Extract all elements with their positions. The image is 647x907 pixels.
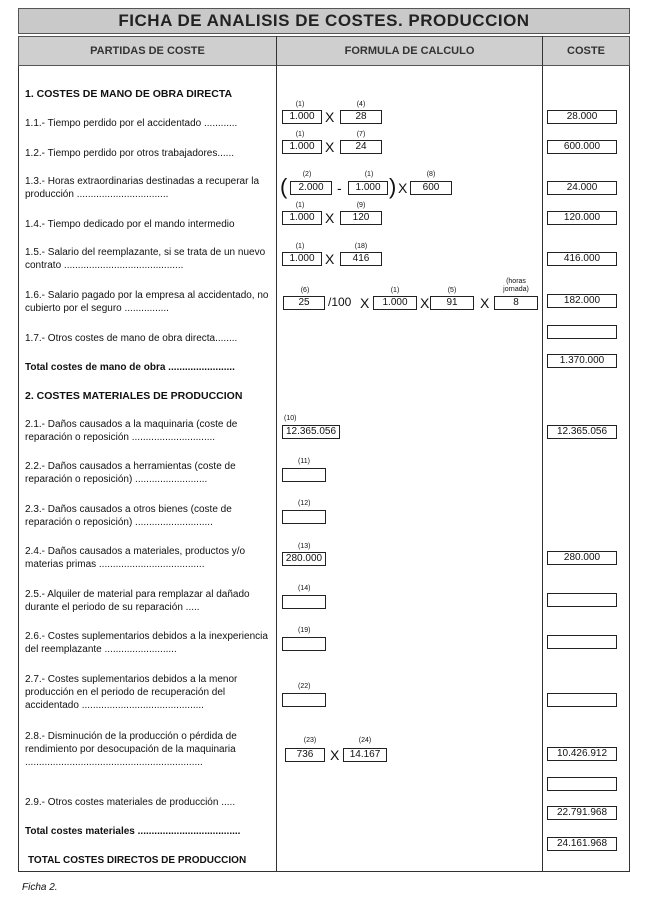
grand-total-label: TOTAL COSTES DIRECTOS DE PRODUCCION bbox=[28, 855, 247, 866]
close-paren: ) bbox=[389, 174, 397, 199]
formula-value: 12.365.056 bbox=[282, 425, 340, 439]
formula-value: 1.000 bbox=[282, 211, 322, 225]
total-label: Total costes de mano de obra ........................ bbox=[25, 362, 235, 373]
header-coste: COSTE bbox=[567, 45, 605, 57]
cost-value: 416.000 bbox=[547, 252, 617, 266]
multiply-sign: X bbox=[325, 210, 335, 226]
ref-label: (6) bbox=[300, 287, 310, 294]
row-label-2-1: 2.1.- Daños causados a la maquinaria (coste de reparación o reposición .............................. bbox=[25, 419, 238, 443]
formula-value: 28 bbox=[340, 110, 382, 124]
multiply-sign: X bbox=[330, 747, 340, 763]
column-divider bbox=[276, 36, 277, 872]
ref-label: (5) bbox=[447, 287, 457, 294]
formula-value: 8 bbox=[494, 296, 538, 310]
page-title: FICHA DE ANALISIS DE COSTES. PRODUCCION bbox=[118, 11, 530, 30]
row-label-2-6: 2.6.- Costes suplementarios debidos a la inexperiencia del reemplazante .......................... bbox=[25, 631, 268, 655]
cost-value: 10.426.912 bbox=[547, 747, 617, 761]
cost-value bbox=[547, 777, 617, 791]
total-value: 22.791.968 bbox=[547, 806, 617, 820]
ref-label: (8) bbox=[426, 171, 436, 178]
cost-value: 120.000 bbox=[547, 211, 617, 225]
ref-label: (7) bbox=[356, 131, 366, 138]
ref-label: (18) bbox=[354, 243, 368, 250]
cost-value: 28.000 bbox=[547, 110, 617, 124]
row-label-2-3: 2.3.- Daños causados a otros bienes (coste de reparación o reposición) ............................ bbox=[25, 504, 232, 528]
formula-value: 1.000 bbox=[282, 140, 322, 154]
ref-label: (1) bbox=[295, 101, 305, 108]
multiply-sign: X bbox=[398, 180, 408, 196]
cost-value bbox=[547, 635, 617, 649]
section-title: 2. COSTES MATERIALES DE PRODUCCION bbox=[25, 390, 243, 402]
row-label-1-2: 1.2.- Tiempo perdido por otros trabajadores...... bbox=[25, 148, 234, 159]
cost-value: 600.000 bbox=[547, 140, 617, 154]
formula-value: 91 bbox=[430, 296, 474, 310]
row-label-1-1: 1.1.- Tiempo perdido por el accidentado ............ bbox=[25, 118, 238, 129]
row-label-2-8: 2.8.- Disminución de la producción o pérdida de rendimiento por desocupación de la maquinaria ................................................................ bbox=[25, 731, 237, 768]
formula-value: 2.000 bbox=[290, 181, 332, 195]
ref-label: (1) bbox=[390, 287, 400, 294]
multiply-sign: X bbox=[420, 295, 430, 311]
row-label-1-3: 1.3.- Horas extraordinarias destinadas a recuperar la producción ................................. bbox=[25, 176, 260, 200]
ref-label: (23) bbox=[303, 737, 317, 744]
divide-100: /100 bbox=[328, 295, 352, 309]
ref-label: (10) bbox=[284, 415, 297, 422]
footer-caption: Ficha 2. bbox=[22, 882, 58, 893]
row-label-2-2: 2.2.- Daños causados a herramientas (coste de reparación o reposición) .......................... bbox=[25, 461, 236, 485]
formula-value: 600 bbox=[410, 181, 452, 195]
formula-value: 120 bbox=[340, 211, 382, 225]
multiply-sign: X bbox=[325, 251, 335, 267]
formula-value bbox=[282, 637, 326, 651]
row-label-1-6: 1.6.- Salario pagado por la empresa al accidentado, no cubierto por el seguro ................ bbox=[25, 290, 269, 314]
title-bar bbox=[18, 8, 630, 34]
formula-value: 416 bbox=[340, 252, 382, 266]
formula-value: 1.000 bbox=[282, 252, 322, 266]
formula-value bbox=[282, 693, 326, 707]
grand-total-value: 24.161.968 bbox=[547, 837, 617, 851]
multiply-sign: X bbox=[480, 295, 490, 311]
column-divider bbox=[542, 36, 543, 872]
table-header bbox=[18, 36, 630, 66]
cost-value bbox=[547, 593, 617, 607]
ref-label: (12) bbox=[298, 500, 311, 507]
row-label-2-4: 2.4.- Daños causados a materiales, productos y/o materias primas ...................................... bbox=[25, 546, 246, 570]
formula-value: 736 bbox=[285, 748, 325, 762]
section-title: 1. COSTES DE MANO DE OBRA DIRECTA bbox=[25, 88, 233, 100]
header-partidas: PARTIDAS DE COSTE bbox=[90, 45, 205, 57]
formula-value bbox=[282, 510, 326, 524]
multiply-sign: X bbox=[360, 295, 370, 311]
cost-value bbox=[547, 693, 617, 707]
total-value: 1.370.000 bbox=[547, 354, 617, 368]
multiply-sign: X bbox=[325, 109, 335, 125]
minus-sign: - bbox=[337, 180, 342, 196]
ref-label: (9) bbox=[356, 202, 366, 209]
ref-label: (horas jornada) bbox=[503, 278, 529, 293]
formula-value: 1.000 bbox=[373, 296, 417, 310]
cost-value: 280.000 bbox=[547, 551, 617, 565]
formula-value: 14.167 bbox=[343, 748, 387, 762]
ref-label: (1) bbox=[295, 131, 305, 138]
ref-label: (11) bbox=[298, 458, 310, 465]
ref-label: (19) bbox=[298, 627, 311, 634]
ref-label: (24) bbox=[358, 737, 372, 744]
ref-label: (2) bbox=[302, 171, 312, 178]
formula-value: 1.000 bbox=[282, 110, 322, 124]
cost-value: 182.000 bbox=[547, 294, 617, 308]
formula-value: 280.000 bbox=[282, 552, 326, 566]
ref-label: (1) bbox=[295, 202, 305, 209]
cost-value: 24.000 bbox=[547, 181, 617, 195]
row-label-2-5: 2.5.- Alquiler de material para remplazar al dañado durante el periodo de su reparación ..... bbox=[25, 589, 250, 613]
formula-value: 25 bbox=[283, 296, 325, 310]
header-formula: FORMULA DE CALCULO bbox=[344, 45, 475, 57]
open-paren: ( bbox=[280, 174, 288, 199]
cost-value bbox=[547, 325, 617, 339]
ref-label: (22) bbox=[298, 683, 311, 690]
ref-label: (14) bbox=[298, 585, 311, 592]
row-label-2-7: 2.7.- Costes suplementarios debidos a la menor producción en el periodo de recuperación del accidentado ............................................ bbox=[25, 674, 238, 711]
formula-value: 1.000 bbox=[348, 181, 388, 195]
formula-value bbox=[282, 468, 326, 482]
ref-label: (1) bbox=[295, 243, 305, 250]
multiply-sign: X bbox=[325, 139, 335, 155]
row-label-1-5: 1.5.- Salario del reemplazante, si se trata de un nuevo contrato ........................................... bbox=[25, 247, 266, 271]
formula-value bbox=[282, 595, 326, 609]
row-label-1-4: 1.4.- Tiempo dedicado por el mando intermedio bbox=[25, 219, 235, 230]
ref-label: (1) bbox=[364, 171, 374, 178]
ref-label: (4) bbox=[356, 101, 366, 108]
formula-value: 24 bbox=[340, 140, 382, 154]
row-label-2-9: 2.9.- Otros costes materiales de producción ..... bbox=[25, 797, 236, 808]
row-label-1-7: 1.7.- Otros costes de mano de obra directa........ bbox=[25, 333, 238, 344]
ref-label: (13) bbox=[298, 543, 311, 550]
total-label: Total costes materiales ..................................... bbox=[25, 826, 241, 837]
cost-value: 12.365.056 bbox=[547, 425, 617, 439]
